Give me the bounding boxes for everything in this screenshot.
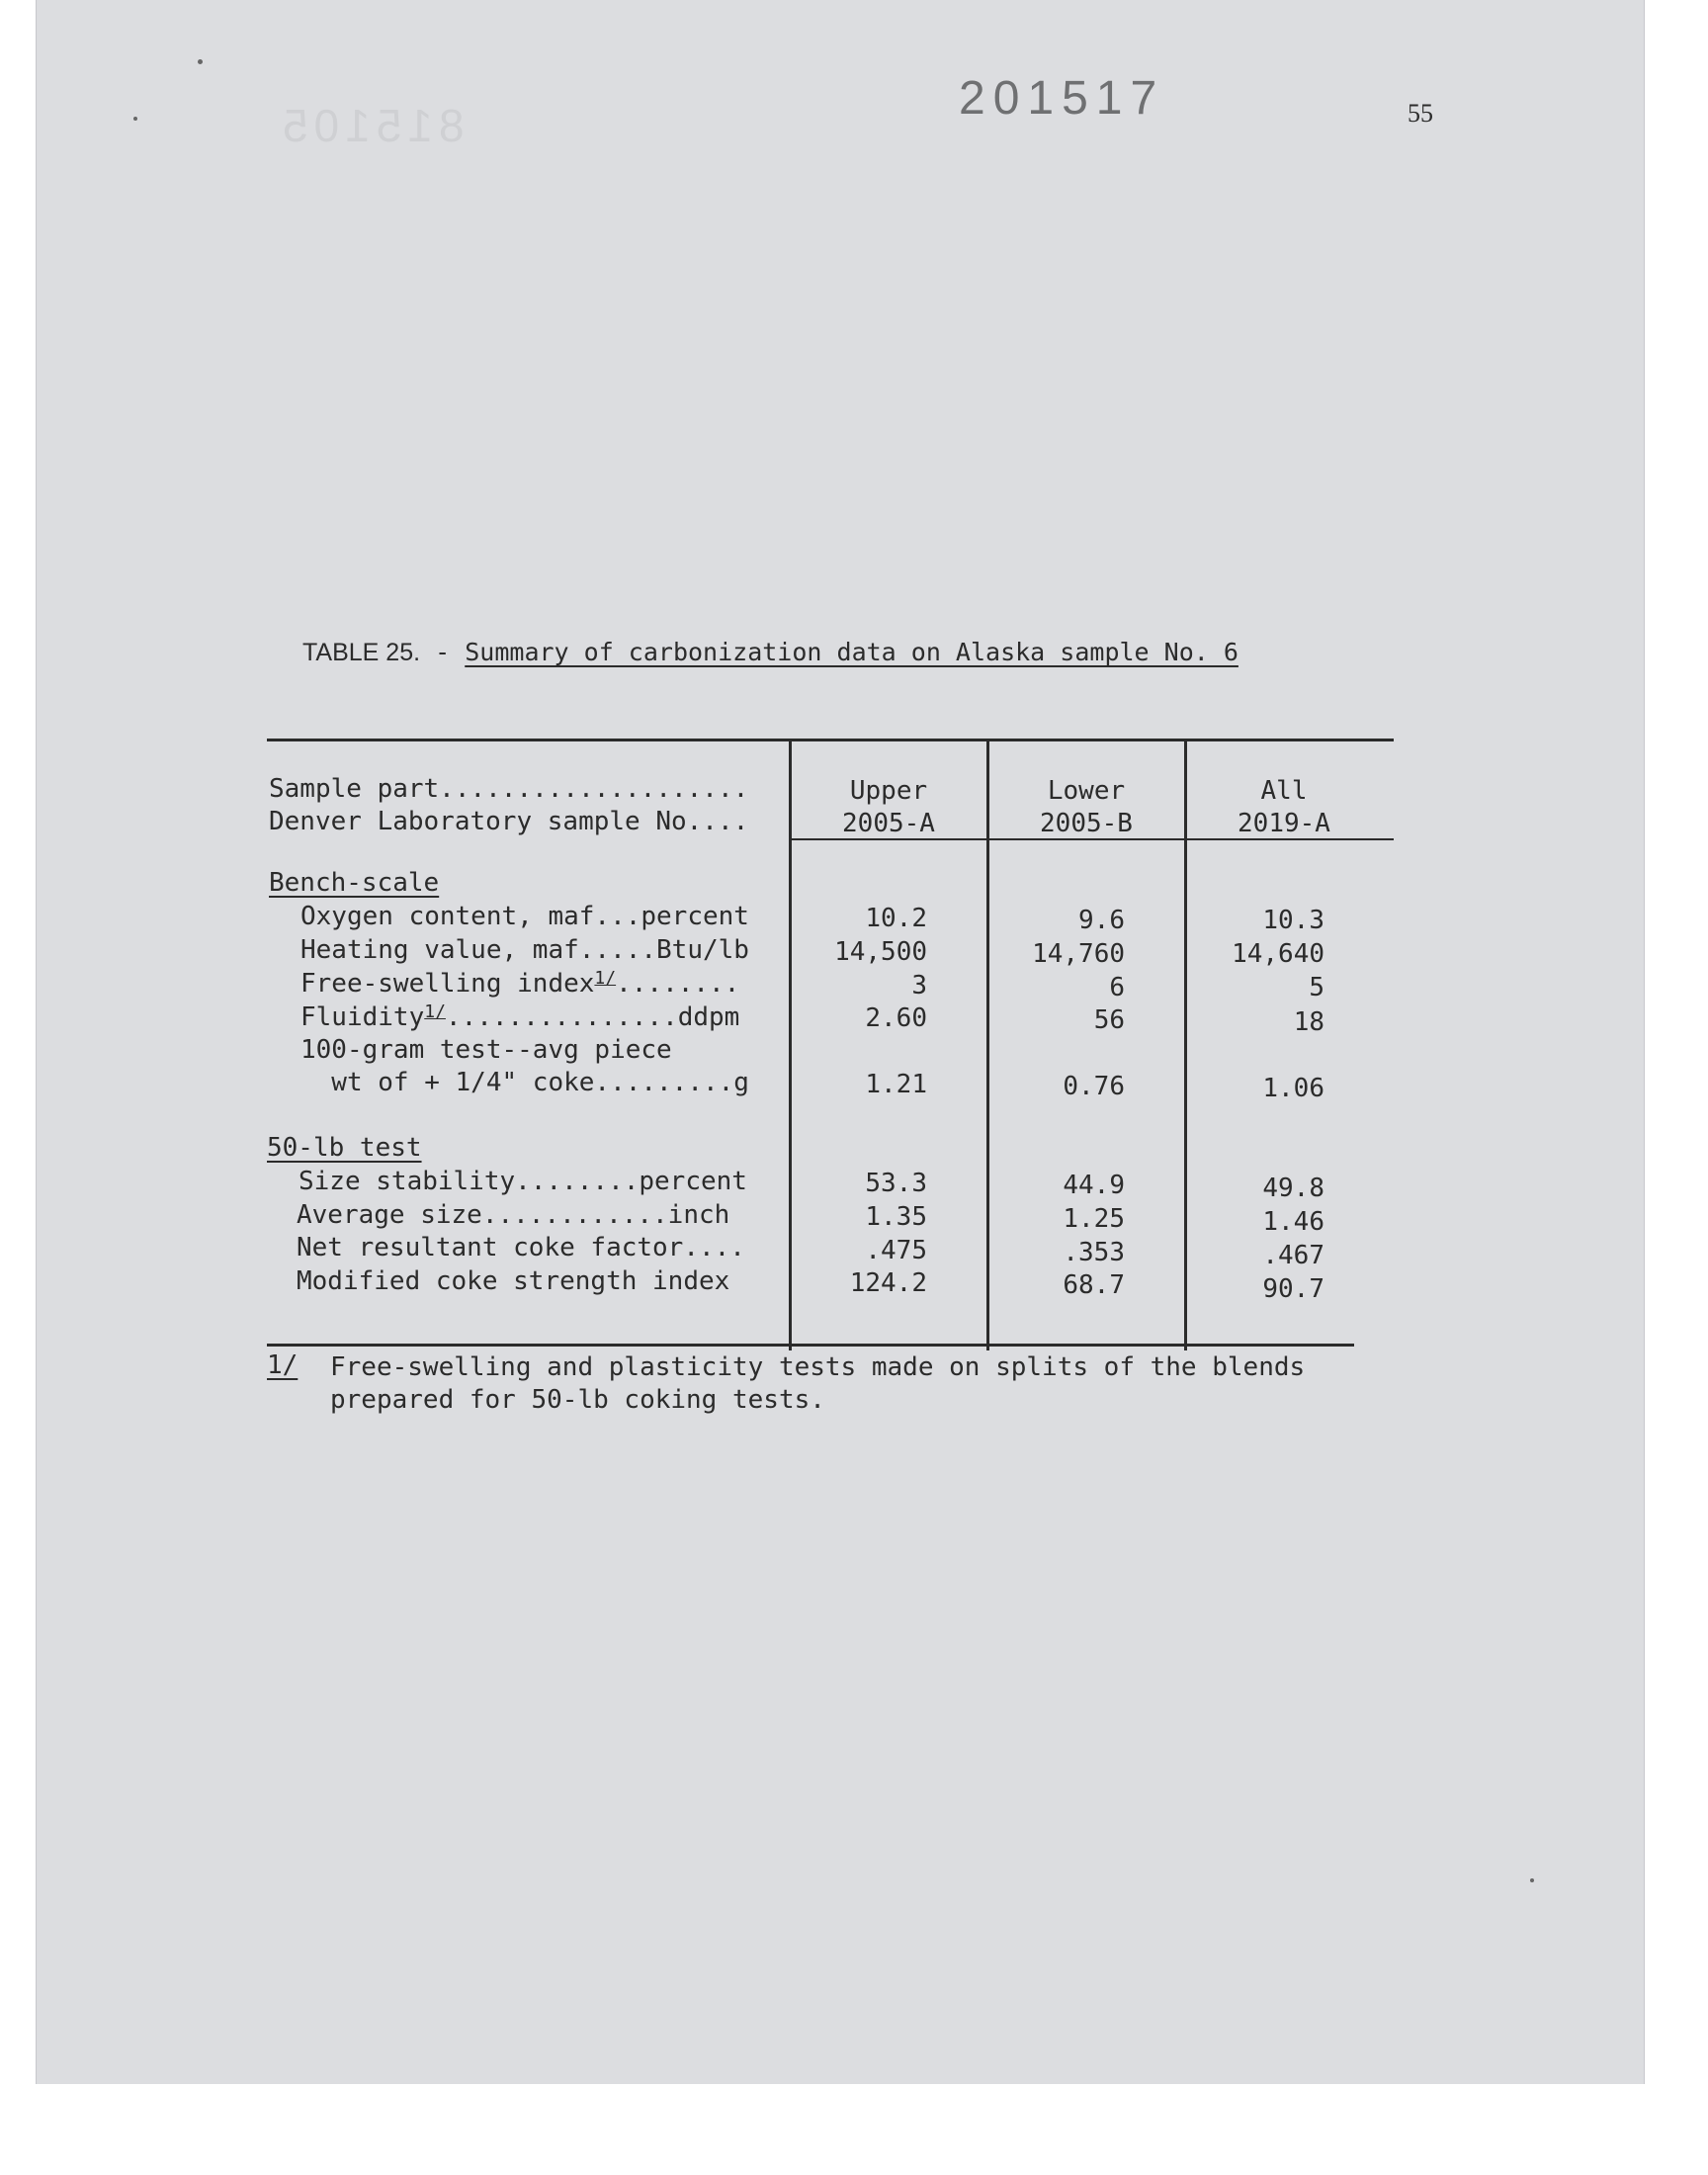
cell-value: 14,640 [1232,939,1324,969]
scanned-page [36,0,1645,2084]
table-top-rule [267,739,1394,741]
section-heading-bench-scale: Bench-scale [269,868,440,898]
column-header-part: All [1260,776,1308,806]
cell-value: 1.25 [1063,1204,1125,1234]
cell-value: 10.2 [865,904,927,933]
row-label: Oxygen content, maf...percent [300,902,749,931]
cell-value: 53.3 [865,1169,927,1198]
cell-value: 2.60 [865,1003,927,1033]
cell-value: 90.7 [1262,1274,1324,1304]
row-label: Free-swelling index$^{1/}$........ [300,968,740,999]
cell-value: .353 [1063,1238,1125,1267]
cell-value: 0.76 [1063,1072,1125,1101]
cell-value: 14,760 [1032,939,1125,969]
cell-value: 1.35 [865,1202,927,1232]
cell-value: 9.6 [1078,906,1125,935]
sample-part-label: Sample part.................... [269,774,749,804]
cell-value: 5 [1309,973,1324,1002]
row-label: Net resultant coke factor.... [297,1233,745,1262]
footnote-reference: 1/ [594,968,617,989]
cell-value: 49.8 [1262,1174,1324,1203]
cell-value: 1.21 [865,1070,927,1099]
bleed-through-stamp: 815105 [277,100,465,151]
column-header-part: Lower [1047,776,1126,806]
row-label: Size stability........percent [299,1167,747,1196]
row-label: Heating value, maf.....Btu/lb [300,935,749,965]
footnote-text-line2: prepared for 50-lb coking tests. [330,1385,825,1415]
row-label: Average size............inch [297,1200,730,1230]
caption-dash: - [435,638,451,666]
cell-value: 3 [911,971,927,1000]
sample-number-label: Denver Laboratory sample No.... [269,807,749,836]
header-underline [791,838,1394,840]
column-header-sample: 2019-A [1238,809,1330,838]
cell-value: 10.3 [1262,906,1324,935]
footnote-reference: 1/ [424,1001,446,1022]
column-header-part: Upper [849,776,928,806]
cell-value: .467 [1262,1241,1324,1270]
footnote-text-line1: Free-swelling and plasticity tests made on splits of the blends [330,1352,1306,1382]
section-heading-50lb-test: 50-lb test [267,1133,422,1163]
cell-value: 44.9 [1063,1171,1125,1200]
row-label: wt of + 1/4" coke.........g [300,1068,749,1097]
row-label: Fluidity$^{1/}$...............ddpm [300,1001,740,1032]
cell-value: 6 [1109,973,1125,1002]
row-label: 100-gram test--avg piece [300,1035,672,1065]
row-label: Modified coke strength index [297,1266,730,1296]
cell-value: 1.46 [1262,1207,1324,1237]
cell-value: 1.06 [1262,1074,1324,1103]
scan-speck [1530,1878,1534,1882]
column-header-sample: 2005-B [1040,809,1133,838]
column-header-sample: 2005-A [842,809,935,838]
table-caption [302,638,1238,667]
footnote-mark: 1/ [267,1350,299,1380]
cell-value: 68.7 [1063,1270,1125,1300]
page-number: 55 [1408,99,1433,128]
scan-speck [133,117,137,121]
cell-value: 14,500 [834,937,927,967]
table-title: Summary of carbonization data on Alaska sample No. 6 [465,638,1238,666]
scan-speck [198,59,203,64]
document-stamp-number: 201517 [959,72,1165,125]
cell-value: 124.2 [849,1268,927,1298]
table-label: TABLE 25. [302,639,421,666]
cell-value: .475 [865,1236,927,1265]
cell-value: 18 [1293,1007,1324,1037]
cell-value: 56 [1093,1005,1125,1035]
table-bottom-rule [267,1344,1354,1347]
